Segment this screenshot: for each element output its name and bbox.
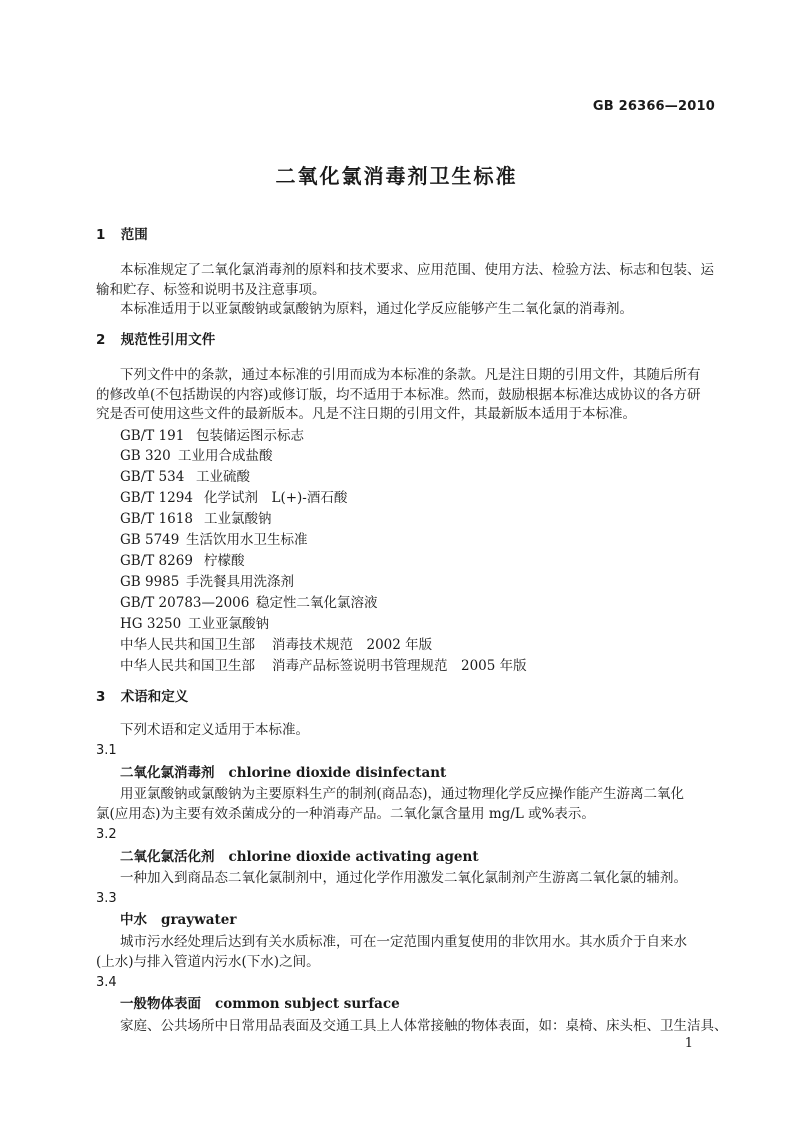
reference-item bbox=[120, 657, 527, 675]
reference-item bbox=[120, 510, 272, 528]
page-number: 1 bbox=[684, 1036, 693, 1051]
reference-item bbox=[120, 552, 245, 570]
term-english: chlorine dioxide activating agent bbox=[228, 849, 479, 865]
reference-code: GB/T 1294 bbox=[120, 490, 193, 506]
reference-code: GB/T 20783—2006 bbox=[120, 595, 250, 611]
reference-code: GB 320 bbox=[120, 448, 171, 464]
term-english: graywater bbox=[161, 912, 237, 928]
reference-item bbox=[120, 489, 347, 507]
clause-number: 3.2 bbox=[96, 827, 117, 842]
reference-title: 柠檬酸 bbox=[204, 553, 245, 569]
reference-title: 工业亚氯酸钠 bbox=[188, 616, 269, 632]
term-heading bbox=[120, 848, 479, 866]
reference-title: 工业用合成盐酸 bbox=[178, 448, 273, 464]
reference-item bbox=[120, 594, 378, 612]
paragraph-line: 下列文件中的条款，通过本标准的引用而成为本标准的条款。凡是注日期的引用文件，其随后所有 bbox=[120, 367, 701, 383]
paragraph-line: 的修改单(不包括勘误的内容)或修订版，均不适用于本标准。然而，鼓励根据本标准达成协议的各方研 bbox=[96, 387, 701, 403]
reference-code: 中华人民共和国卫生部 bbox=[120, 637, 255, 653]
definition-line: (上水)与排入管道内污水(下水)之间。 bbox=[96, 954, 320, 970]
term-chinese: 中水 bbox=[120, 912, 147, 928]
reference-code: GB 9985 bbox=[120, 574, 180, 590]
paragraph-line: 输和贮存、标签和说明书及注意事项。 bbox=[96, 282, 326, 298]
reference-code: GB/T 191 bbox=[120, 428, 185, 444]
paragraph-line: 究是否可使用这些文件的最新版本。凡是不注日期的引用文件，其最新版本适用于本标准。 bbox=[96, 406, 636, 422]
clause-number: 3.1 bbox=[96, 743, 117, 758]
reference-title: 消毒产品标签说明书管理规范 2005 年版 bbox=[272, 658, 527, 674]
reference-item bbox=[120, 427, 304, 445]
reference-code: GB/T 534 bbox=[120, 469, 185, 485]
term-chinese: 二氧化氯消毒剂 bbox=[120, 765, 215, 781]
term-heading bbox=[120, 995, 400, 1013]
reference-code: GB 5749 bbox=[120, 532, 180, 548]
term-heading bbox=[120, 911, 236, 929]
reference-title: 手洗餐具用洗涤剂 bbox=[186, 574, 294, 590]
reference-title: 生活饮用水卫生标准 bbox=[186, 532, 308, 548]
paragraph-line: 本标准规定了二氧化氯消毒剂的原料和技术要求、应用范围、使用方法、检验方法、标志和包装、运 bbox=[120, 262, 714, 278]
section-title: 术语和定义 bbox=[120, 689, 189, 705]
definition-line: 用亚氯酸钠或氯酸钠为主要原料生产的制剂(商品态)，通过物理化学反应操作能产生游离二氧化 bbox=[120, 786, 685, 802]
definition-line: 家庭、公共场所中日常用品表面及交通工具上人体常接触的物体表面，如：桌椅、床头柜、卫生洁具、 bbox=[120, 1018, 728, 1034]
section-2-heading bbox=[96, 331, 215, 349]
reference-code: 中华人民共和国卫生部 bbox=[120, 658, 255, 674]
definition-line: 城市污水经处理后达到有关水质标准，可在一定范围内重复使用的非饮用水。其水质介于自来水 bbox=[120, 934, 687, 950]
reference-title: 工业氯酸钠 bbox=[204, 511, 272, 527]
section-title: 范围 bbox=[120, 227, 148, 243]
reference-code: GB/T 8269 bbox=[120, 553, 193, 569]
term-chinese: 一般物体表面 bbox=[120, 996, 201, 1012]
definition-line: 一种加入到商品态二氧化氯制剂中，通过化学作用激发二氧化氯制剂产生游离二氧化氯的辅剂。 bbox=[120, 870, 687, 886]
reference-item bbox=[120, 447, 273, 465]
reference-title: 包装储运图示标志 bbox=[196, 428, 304, 444]
reference-item bbox=[120, 615, 269, 633]
page-title: 二氧化氯消毒剂卫生标准 bbox=[275, 164, 518, 188]
section-3-heading bbox=[96, 688, 188, 706]
reference-title: 化学试剂 L(+)-酒石酸 bbox=[204, 490, 348, 506]
standard-number: GB 26366—2010 bbox=[592, 99, 715, 114]
section-title: 规范性引用文件 bbox=[120, 332, 216, 348]
reference-title: 稳定性二氧化氯溶液 bbox=[256, 595, 378, 611]
reference-title: 消毒技术规范 2002 年版 bbox=[272, 637, 433, 653]
term-heading bbox=[120, 764, 446, 782]
reference-item bbox=[120, 531, 308, 549]
clause-number: 3.3 bbox=[96, 891, 117, 906]
paragraph-line: 本标准适用于以亚氯酸钠或氯酸钠为原料，通过化学反应能够产生二氧化氯的消毒剂。 bbox=[120, 301, 633, 317]
section-number: 2 bbox=[96, 332, 106, 348]
section-number: 1 bbox=[96, 227, 106, 243]
term-english: common subject surface bbox=[215, 996, 400, 1012]
term-english: chlorine dioxide disinfectant bbox=[228, 765, 447, 781]
section-1-heading bbox=[96, 226, 148, 244]
paragraph-line: 下列术语和定义适用于本标准。 bbox=[120, 722, 309, 738]
clause-number: 3.4 bbox=[96, 975, 117, 990]
reference-code: GB/T 1618 bbox=[120, 511, 193, 527]
section-number: 3 bbox=[96, 689, 106, 705]
reference-item bbox=[120, 468, 250, 486]
term-chinese: 二氧化氯活化剂 bbox=[120, 849, 215, 865]
reference-code: HG 3250 bbox=[120, 616, 182, 632]
reference-item bbox=[120, 573, 294, 591]
definition-line: 氯(应用态)为主要有效杀菌成分的一种消毒产品。二氧化氯含量用 mg/L 或%表示。 bbox=[96, 806, 595, 822]
reference-title: 工业硫酸 bbox=[196, 469, 250, 485]
reference-item bbox=[120, 636, 432, 654]
